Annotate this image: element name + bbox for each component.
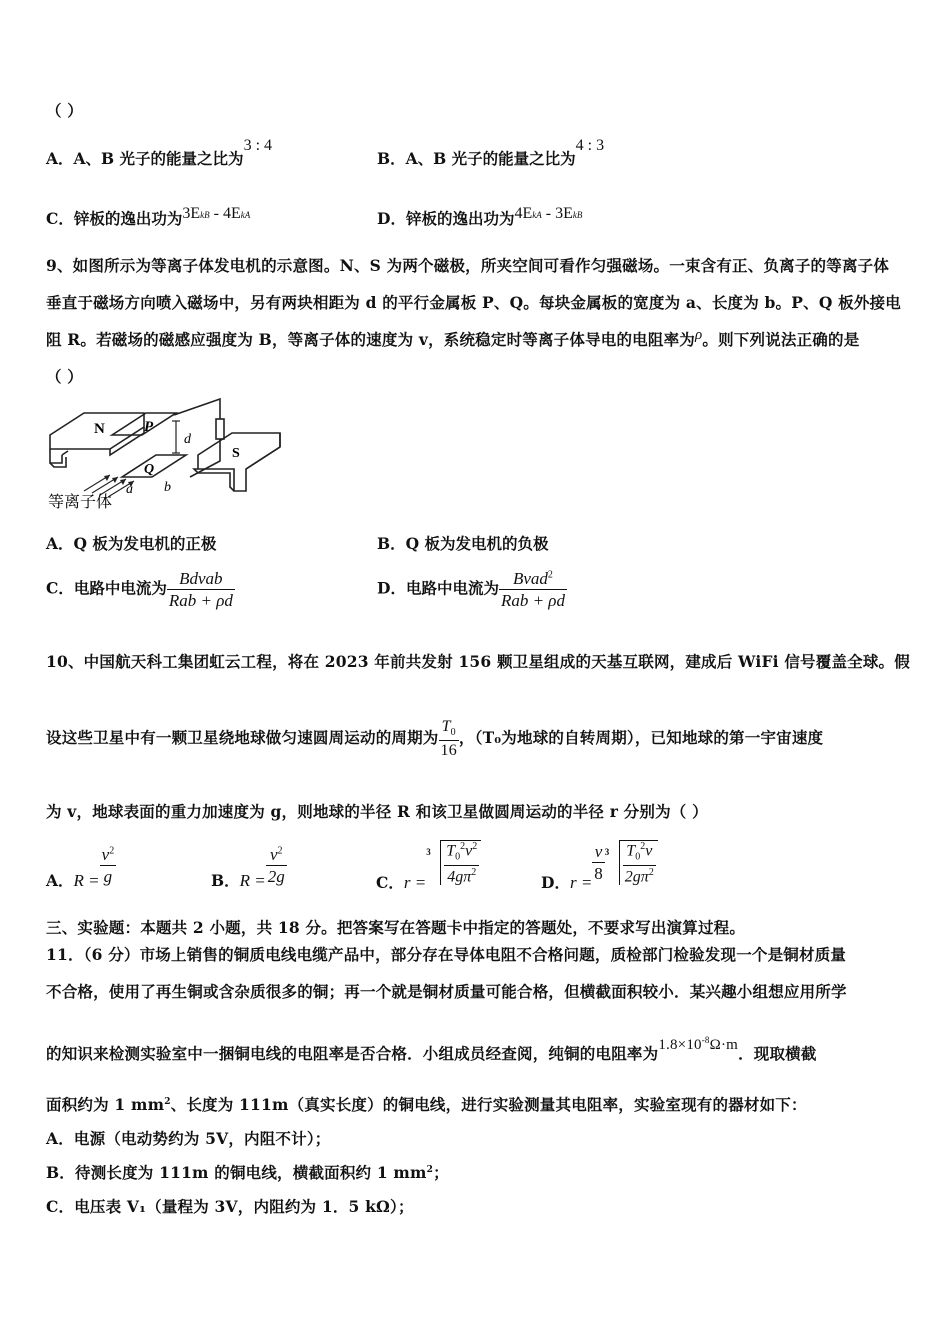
q11-item-b-sup: 2 xyxy=(426,1164,434,1175)
q10-period-fraction xyxy=(439,719,459,759)
q9-line-2: 垂直于磁场方向喷入磁场中，另有两块相距为 d 的平行金属板 P、Q。每块金属板的宽度为 a、长度为 b。P、Q 板外接电 xyxy=(46,293,901,312)
section-3-heading: 三、实验题：本题共 2 小题，共 18 分。把答案写在答题卡中指定的答题处，不要求写出演算过程。 xyxy=(46,918,746,937)
q9-line-1: 9、如图所示为等离子体发电机的示意图。N、S 为两个磁极，所夹空间可看作匀强磁场。一束含有正、负离子的等离子体 xyxy=(46,256,890,275)
figure-label-a: a xyxy=(126,482,133,497)
q9-rho: ρ xyxy=(694,327,703,343)
figure-label-b: b xyxy=(164,480,171,495)
q10-option-d-fraction xyxy=(592,843,605,882)
q10-b-den: 2g xyxy=(267,867,285,886)
q10-c-den-sup: 2 xyxy=(471,866,477,878)
q10-option-a-lhs: R = xyxy=(73,870,100,890)
q8-option-b xyxy=(377,137,605,168)
q9-option-d-text: D．电路中电流为 xyxy=(377,578,499,598)
q11-line-4 xyxy=(46,1097,807,1113)
q10-option-b-label: B． xyxy=(211,870,240,890)
q10-option-c-label: C． xyxy=(376,873,404,893)
q9-d-num-sup: 2 xyxy=(547,569,553,581)
q11-line-1: 11．（6 分）市场上销售的铜质电线电缆产品中，部分存在导体电阻不合格问题，质检部门检验发现一个是铜材质量 xyxy=(46,945,847,964)
q10-option-c xyxy=(376,840,481,893)
q10-c-sup-v: 2 xyxy=(472,841,478,852)
q10-line-2 xyxy=(46,719,823,759)
q11-line-4-b: 、长度为 111m（真实长度）的铜电线，进行实验测量其电阻率，实验室现有的器材如下： xyxy=(170,1095,807,1114)
figure-label-d: d xyxy=(184,432,191,447)
q10-option-d xyxy=(541,840,658,893)
q11-res-base: 1.8×10 xyxy=(658,1037,702,1053)
q11-line-3-pre: 的知识来检测实验室中一捆铜电线的电阻率是否合格．小组成员经查阅，纯铜的电阻率为 xyxy=(46,1044,659,1063)
q8-d-mid: - 3E xyxy=(541,205,573,222)
q8-d-s2: kB xyxy=(572,210,583,220)
q11-res-unit: Ω·m xyxy=(709,1037,739,1053)
q10-line-1: 10、中国航天科工集团虹云工程，将在 2023 年前共发射 156 颗卫星组成的天基互联网，建成后 WiFi 信号覆盖全球。假 xyxy=(46,652,910,671)
q9-line-3 xyxy=(46,327,860,349)
q8-c-s1: kB xyxy=(200,210,210,220)
q10-d-fnum: v xyxy=(592,843,605,863)
q10-a-sup: 2 xyxy=(109,845,115,857)
q9-line-3-text: 阻 R。若磁场的磁感应强度为 B，等离子体的速度为 v，系统稳定时等离子体导电的电阻率为 xyxy=(46,330,695,349)
q10-d-den-sup: 2 xyxy=(648,866,654,878)
q9-option-b: B．Q 板为发电机的负极 xyxy=(377,534,549,553)
figure-label-n: N xyxy=(94,421,105,437)
q10-option-b-fraction xyxy=(266,846,287,885)
q10-option-a xyxy=(46,845,116,890)
q8-c-mid: - 4E xyxy=(209,205,241,222)
q10-frac-num-sub: 0 xyxy=(450,727,456,739)
q8-c-e1: 3E xyxy=(182,205,201,222)
q10-b-num: v xyxy=(269,845,278,864)
q10-c-den: 4gπ xyxy=(447,867,472,885)
q10-a-num: v xyxy=(101,845,110,864)
figure-label-p: P xyxy=(144,419,154,435)
q10-c-num: T xyxy=(446,842,456,860)
q10-c-sub0: 0 xyxy=(455,851,461,863)
q8-option-c-text: C．锌板的逸出功为 xyxy=(46,209,183,228)
q9-answer-paren: （ ） xyxy=(46,367,83,386)
q9-option-a: A．Q 板为发电机的正极 xyxy=(46,534,217,553)
plasma-generator-figure xyxy=(44,393,289,511)
q11-item-b xyxy=(46,1165,449,1181)
q10-a-den: g xyxy=(103,867,113,886)
q9-option-c-text: C．电路中电流为 xyxy=(46,578,167,598)
q11-line-3-post: ．现取横截 xyxy=(738,1044,817,1063)
q10-line-3: 为 v，地球表面的重力加速度为 g，则地球的半径 R 和该卫星做圆周运动的半径 r 分别为（ ） xyxy=(46,802,708,821)
q11-line-4-a: 面积约为 1 mm xyxy=(46,1095,165,1114)
q8-option-b-text: B．A、B 光子的能量之比为 xyxy=(377,149,576,168)
q11-res-exp: -8 xyxy=(701,1035,710,1045)
q10-option-a-label: A． xyxy=(46,870,74,890)
figure-label-plasma: 等离子体 xyxy=(48,492,113,511)
q8-option-a xyxy=(46,137,273,168)
q11-resistivity xyxy=(658,1037,738,1053)
q8-option-d-math xyxy=(514,205,582,222)
q10-option-b xyxy=(211,845,287,890)
q10-c-idx: 3 xyxy=(426,847,431,857)
q11-item-c: C．电压表 V₁（量程为 3V，内阻约为 1．5 kΩ）； xyxy=(46,1197,414,1216)
q10-option-a-fraction xyxy=(100,846,117,885)
q10-frac-den: 16 xyxy=(440,742,457,760)
q9-option-c-fraction xyxy=(167,570,235,609)
q9-option-d xyxy=(377,570,567,609)
q10-line-2-pre: 设这些卫星中有一颗卫星绕地球做匀速圆周运动的周期为 xyxy=(46,728,439,748)
q9-c-den: Rab + ρd xyxy=(168,591,233,610)
q10-option-d-lhs: r = xyxy=(569,873,593,893)
q10-d-sub0: 0 xyxy=(635,851,641,863)
q10-b-sup: 2 xyxy=(277,845,283,857)
q10-d-sup-t: 2 xyxy=(640,841,646,852)
q10-line-2-post: ，（T₀为地球的自转周期），已知地球的第一宇宙速度 xyxy=(458,728,824,748)
q10-option-d-radical: 3 $\frac{T_0^2v}{2g\pi^2}$ xyxy=(605,840,658,885)
q8-option-b-math: 4 : 3 xyxy=(575,137,605,154)
q8-option-a-math: 3 : 4 xyxy=(243,137,273,154)
q9-d-num: Bvad xyxy=(512,569,548,588)
q8-answer-paren: （ ） xyxy=(46,101,83,120)
q9-c-num: Bdvab xyxy=(167,570,235,590)
q10-c-sup-t: 2 xyxy=(460,841,466,852)
q11-item-b-a: B．待测长度为 111m 的铜电线，横截面积约 1 mm xyxy=(46,1163,427,1182)
q10-option-b-lhs: R = xyxy=(239,870,266,890)
q10-d-num: T xyxy=(626,842,636,860)
q10-d-den: 2gπ xyxy=(624,867,649,885)
q8-option-c-math xyxy=(182,205,250,222)
q9-d-den: Rab + ρd xyxy=(500,591,565,610)
figure-label-q: Q xyxy=(144,462,155,477)
q10-d-fden: 8 xyxy=(594,863,603,883)
q8-c-s2: kA xyxy=(240,210,251,220)
q9-line-3-end: 。则下列说法正确的是 xyxy=(702,330,860,349)
q8-option-d xyxy=(377,205,583,228)
q9-option-d-fraction xyxy=(499,570,567,609)
q8-option-c xyxy=(46,205,251,228)
q11-line-2: 不合格，使用了再生铜或含杂质很多的铜；再一个就是铜材质量可能合格，但横截面积较小．某兴趣小组想应用所学 xyxy=(46,982,847,1001)
q8-option-d-text: D．锌板的逸出功为 xyxy=(377,209,515,228)
q11-line-4-sup: 2 xyxy=(164,1096,171,1107)
q10-frac-num: T xyxy=(441,718,451,735)
q9-option-c xyxy=(46,570,235,609)
q10-option-c-radical: 3 $\frac{T_0^2v^2}{4g\pi^2}$ xyxy=(426,840,481,885)
q10-d-idx: 3 xyxy=(604,847,610,857)
q8-d-e1: 4E xyxy=(514,205,533,222)
q8-option-a-text: A．A、B 光子的能量之比为 xyxy=(46,149,244,168)
q11-item-b-b: ； xyxy=(433,1163,449,1182)
q10-option-d-label: D． xyxy=(541,873,570,893)
figure-label-s: S xyxy=(232,446,240,461)
q10-option-c-lhs: r = xyxy=(403,873,427,893)
q11-item-a: A．电源（电动势约为 5V，内阻不计）； xyxy=(46,1129,331,1148)
q8-d-s1: kA xyxy=(532,210,542,220)
